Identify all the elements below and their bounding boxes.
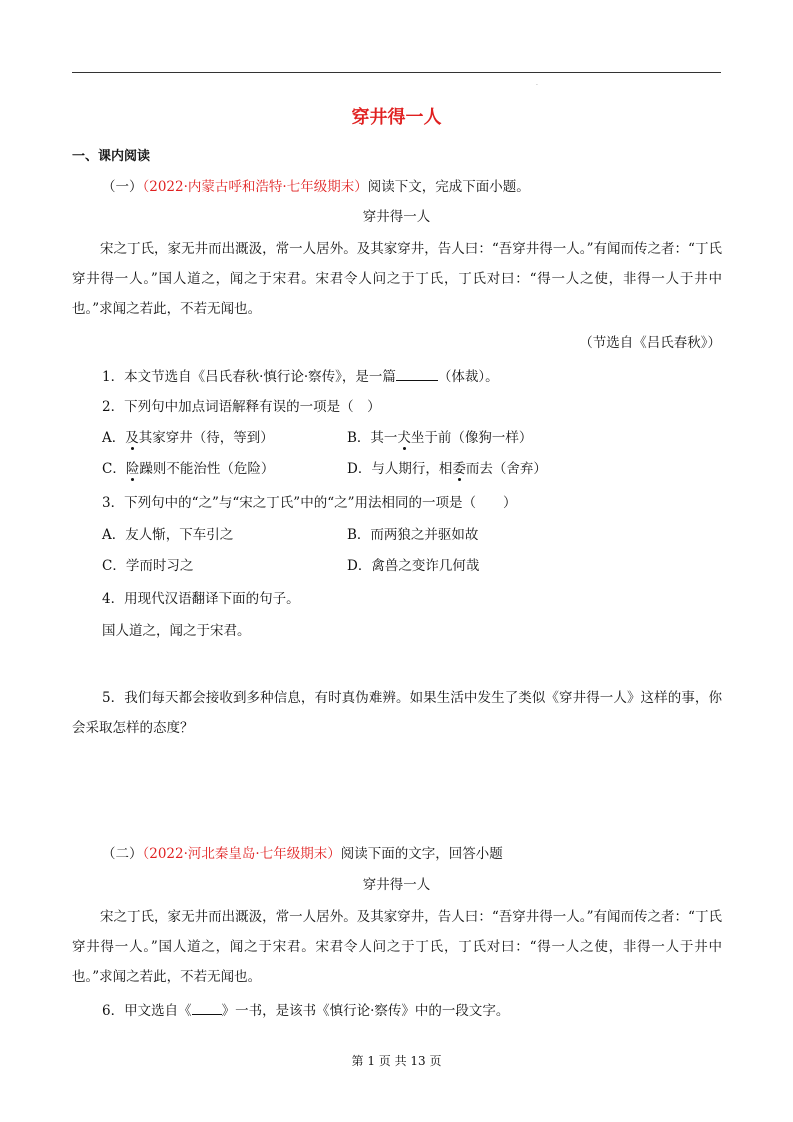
header-mark: .	[536, 80, 538, 87]
q6-text-end: 》一书，是该书《慎行论·察传》中的一段文字。	[221, 1003, 510, 1019]
part2-passage-title: 穿井得一人	[362, 877, 431, 893]
q1-answer-blank[interactable]	[396, 368, 438, 381]
question-1	[102, 368, 499, 386]
part2-source: （2022·河北秦皇岛·七年级期末）	[142, 846, 341, 862]
header-rule	[72, 72, 721, 73]
part2-label: （二）	[102, 846, 143, 862]
part1-passage-title: 穿井得一人	[362, 209, 431, 225]
part2-header	[102, 845, 503, 863]
question-5: 5．我们每天都会接收到多种信息，有时真伪难辨。如果生活中发生了类似《穿井得一人》这样的事，你会采取怎样的态度？	[72, 690, 722, 736]
question-3-stem: 3．下列句中的“之”与“宋之丁氏”中的“之”用法相同的一项是（ ）	[102, 495, 517, 511]
q3-option-b: B．而两狼之并驱如故	[347, 527, 479, 543]
q2-option-b: B．其一犬坐于前（像狗一样）	[347, 430, 533, 446]
q2-a-dotted-word: 及	[125, 430, 139, 446]
q2-option-d: D．与人期行，相委而去（舍弃）	[347, 461, 547, 477]
q6-answer-blank[interactable]	[192, 1002, 222, 1015]
q3-option-a: A．友人惭，下车引之	[102, 527, 234, 543]
question-4-stem: 4．用现代汉语翻译下面的句子。	[102, 591, 300, 607]
q1-text: 1．本文节选自《吕氏春秋·慎行论·察传》，是一篇	[102, 369, 396, 385]
q1-text-end: （体裁）。	[437, 369, 499, 385]
q2-d-dotted-word: 委	[452, 461, 466, 477]
part2-passage: 宋之丁氏，家无井而出溉汲，常一人居外。及其家穿井，告人曰：“吾穿井得一人。”有闻而传之者：“丁氏穿井得一人。”国人道之，闻之于宋君。宋君令人问之于丁氏，丁氏对曰：“得一人之使，非得一人于井中也。”求闻之若此，不若无闻也。	[72, 909, 722, 985]
part1-header	[102, 178, 530, 196]
part1-passage: 宋之丁氏，家无井而出溉汲，常一人居外。及其家穿井，告人曰：“吾穿井得一人。”有闻而传之者：“丁氏穿井得一人。”国人道之，闻之于宋君。宋君令人问之于丁氏，丁氏对曰：“得一人之使，非得一人于井中也。”求闻之若此，不若无闻也。	[72, 241, 722, 317]
part1-label: （一）	[102, 179, 143, 195]
part1-citation: （节选自《吕氏春秋》）	[579, 335, 721, 351]
page-footer: 第 1 页 共 13 页	[351, 1054, 442, 1068]
question-6	[102, 1002, 509, 1020]
part1-source: （2022·内蒙古呼和浩特·七年级期末）	[142, 179, 368, 195]
part2-instruction: 阅读下面的文字，回答小题	[340, 846, 503, 862]
q2-c-dotted-word: 险	[125, 461, 140, 477]
part1-instruction: 阅读下文，完成下面小题。	[367, 179, 530, 195]
q3-option-d: D．禽兽之变诈几何哉	[347, 558, 480, 574]
q2-option-a: A．及其家穿井（待，等到）	[102, 430, 274, 446]
question-2-stem: 2．下列句中加点词语解释有误的一项是（ ）	[102, 399, 381, 415]
page-title: 穿井得一人	[351, 107, 442, 128]
q2-b-dotted-word: 犬	[397, 430, 411, 446]
question-4-sentence: 国人道之，闻之于宋君。	[102, 623, 251, 639]
q3-option-c: C．学而时习之	[102, 558, 194, 574]
section-heading: 一、课内阅读	[72, 149, 151, 164]
q2-option-c: C．险躁则不能治性（危险）	[102, 461, 275, 477]
q6-text: 6．甲文选自《	[102, 1003, 192, 1019]
